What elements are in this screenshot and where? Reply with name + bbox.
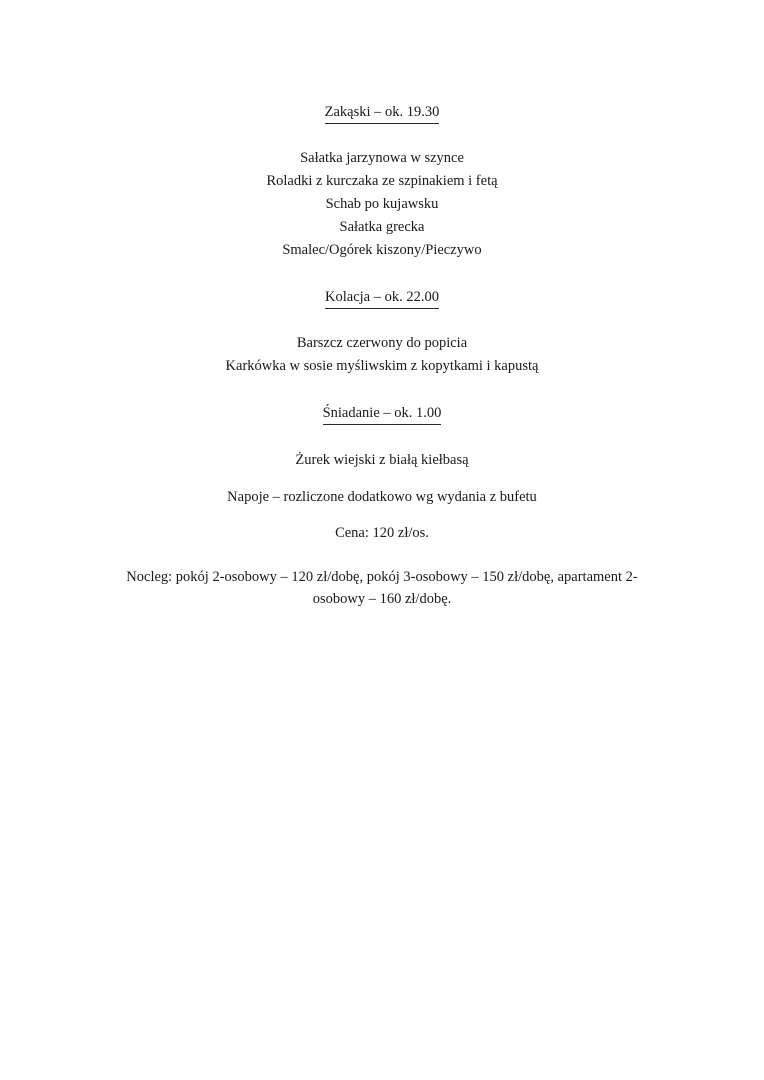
section-heading-zakaski [0, 102, 764, 124]
section-heading-kolacja [0, 287, 764, 309]
zakaski-list [0, 147, 764, 262]
list-item: Karkówka w sosie myśliwskim z kopytkami i kapustą [225, 358, 539, 374]
sniadanie-list [0, 449, 764, 472]
list-item: Żurek wiejski z białą kiełbasą [295, 452, 469, 468]
sniadanie-heading-text: Śniadanie – ok. 1.00 [323, 403, 442, 425]
list-item: Sałatka grecka [339, 219, 425, 235]
price-per-person: Cena: 120 zł/os. [335, 525, 429, 541]
accommodation-info [0, 566, 764, 610]
list-item: Roladki z kurczaka ze szpinakiem i fetą [266, 173, 498, 189]
napoje-note: Napoje – rozliczone dodatkowo wg wydania z bufetu [227, 489, 537, 505]
kolacja-heading-text: Kolacja – ok. 22.00 [325, 287, 439, 309]
accommodation-line-1: Nocleg: pokój 2-osobowy – 120 zł/dobę, pokój 3-osobowy – 150 zł/dobę, apartament 2- [126, 569, 638, 585]
accommodation-line-2: osobowy – 160 zł/dobę. [312, 591, 452, 607]
list-item: Schab po kujawsku [325, 196, 439, 212]
list-item: Barszcz czerwony do popicia [296, 335, 468, 351]
kolacja-list [0, 332, 764, 378]
list-item: Smalec/Ogórek kiszony/Pieczywo [282, 242, 482, 258]
zakaski-heading-text: Zakąski – ok. 19.30 [325, 102, 440, 124]
section-heading-sniadanie [0, 403, 764, 425]
list-item: Sałatka jarzynowa w szynce [300, 150, 464, 166]
